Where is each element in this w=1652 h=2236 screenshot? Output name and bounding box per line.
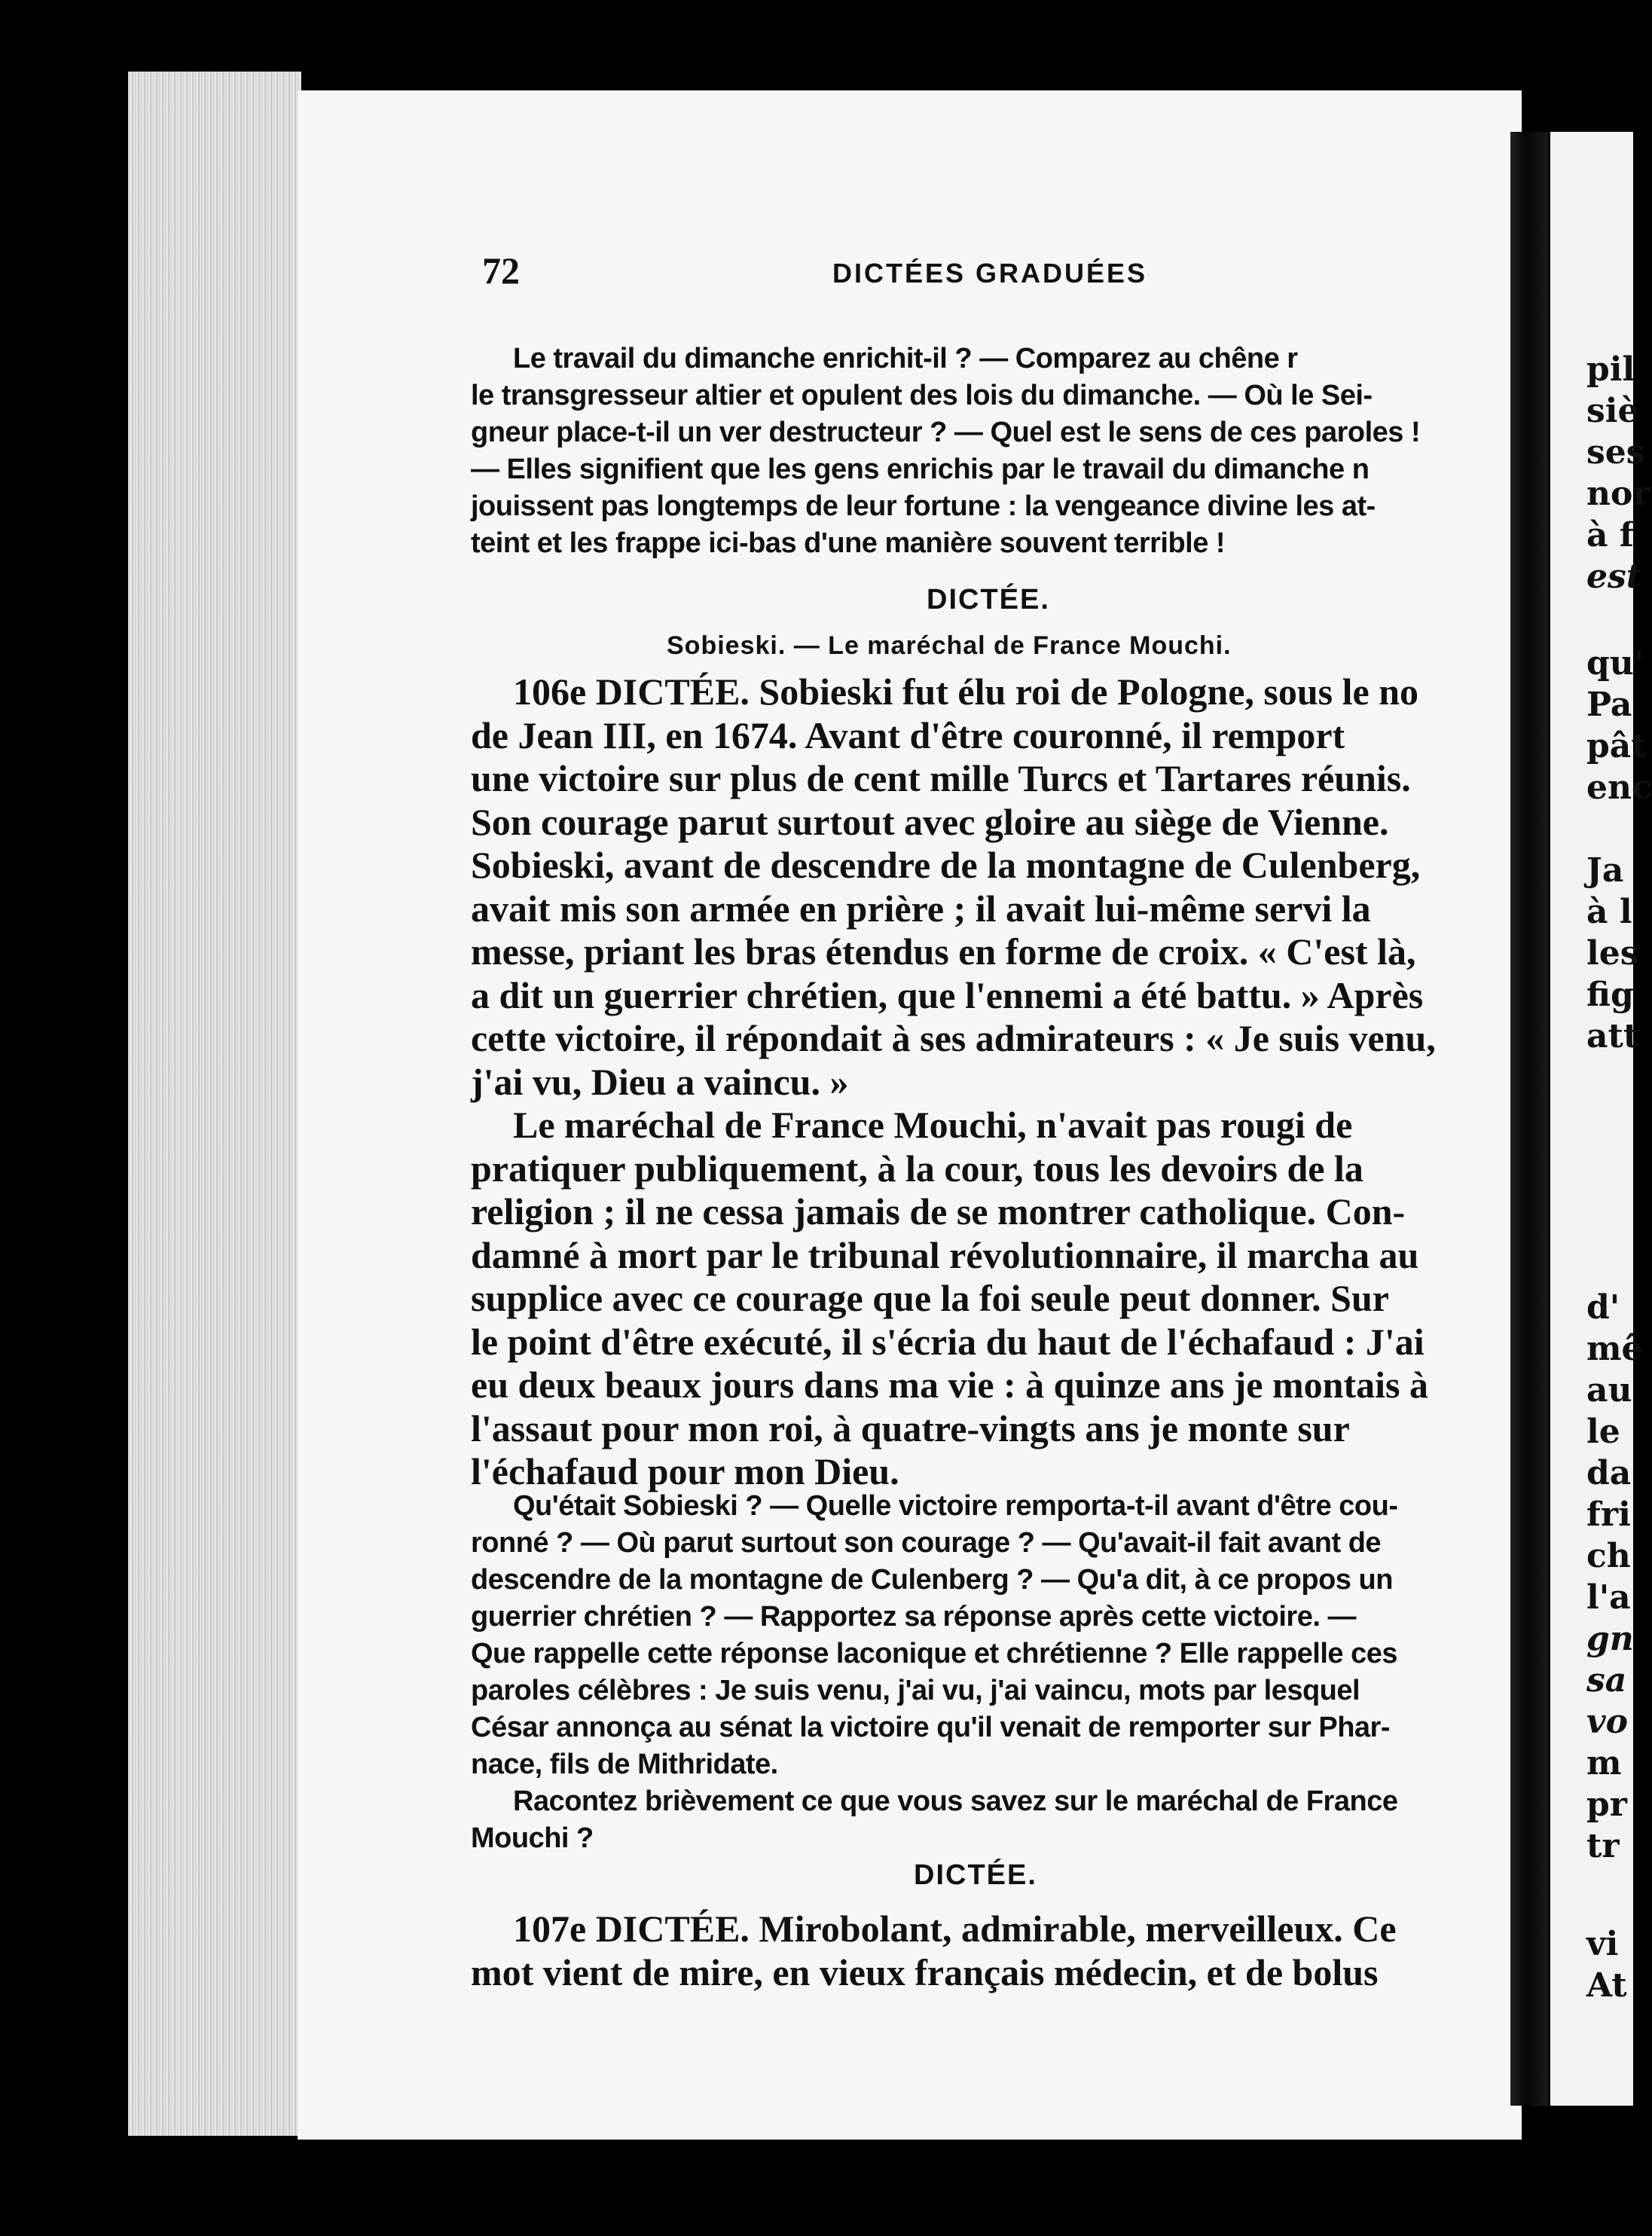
facing-fragment: au bbox=[1586, 1371, 1632, 1410]
intro-line: — Elles signifient que les gens enrichis par le travail du dimanche n bbox=[471, 454, 1370, 485]
facing-fragment: Pa bbox=[1586, 686, 1632, 724]
question-line: Mouchi ? bbox=[471, 1822, 594, 1854]
facing-fragment: At bbox=[1586, 1966, 1627, 2005]
intro-line: Le travail du dimanche enrichit-il ? — Comparez au chêne r bbox=[513, 343, 1298, 374]
question-line: guerrier chrétien ? — Rapportez sa réponse après cette victoire. — bbox=[471, 1601, 1356, 1633]
facing-fragment: d' bbox=[1586, 1288, 1620, 1327]
page-number: 72 bbox=[482, 249, 520, 292]
body-line: l'assaut pour mon roi, à quatre-vingts ans je monte sur bbox=[471, 1407, 1350, 1449]
facing-fragment: siè bbox=[1586, 392, 1639, 430]
question-line: Que rappelle cette réponse laconique et chrétienne ? Elle rappelle ces bbox=[471, 1638, 1398, 1669]
body-line: une victoire sur plus de cent mille Turcs et Tartares réunis. bbox=[471, 757, 1411, 799]
question-line: descendre de la montagne de Culenberg ? — Qu'a dit, à ce propos un bbox=[471, 1564, 1393, 1596]
facing-fragment: vi bbox=[1586, 1925, 1619, 1963]
facing-fragment: vo bbox=[1586, 1703, 1628, 1741]
running-title: DICTÉES GRADUÉES bbox=[832, 258, 1148, 289]
facing-page bbox=[1550, 132, 1652, 2106]
book-page bbox=[298, 90, 1522, 2140]
facing-fragment: tr bbox=[1586, 1827, 1620, 1865]
dictee-106-heading: DICTÉE. bbox=[927, 584, 1050, 616]
body-line: Le maréchal de France Mouchi, n'avait pas rougi de bbox=[513, 1104, 1353, 1146]
facing-fragment: pil bbox=[1586, 350, 1635, 389]
intro-line: jouissent pas longtemps de leur fortune : la vengeance divine les at- bbox=[471, 490, 1376, 522]
facing-fragment: fri bbox=[1586, 1495, 1631, 1534]
question-line: César annonça au sénat la victoire qu'il venait de remporter sur Phar- bbox=[471, 1712, 1391, 1743]
intro-line: le transgresseur altier et opulent des lois du dimanche. — Où le Sei- bbox=[471, 380, 1373, 411]
book-page-edges bbox=[128, 72, 301, 2136]
body-line: l'échafaud pour mon Dieu. bbox=[471, 1450, 899, 1492]
facing-fragment: à l bbox=[1586, 893, 1632, 931]
body-line: eu deux beaux jours dans ma vie : à quinze ans je montais à bbox=[471, 1364, 1428, 1406]
facing-fragment: enc bbox=[1586, 768, 1652, 807]
body-line: Sobieski, avant de descendre de la montagne de Culenberg, bbox=[471, 844, 1421, 886]
body-line: 106e DICTÉE. Sobieski fut élu roi de Pologne, sous le no bbox=[513, 670, 1419, 713]
question-line: Qu'était Sobieski ? — Quelle victoire remporta-t-il avant d'être cou- bbox=[513, 1490, 1398, 1522]
question-line: paroles célèbres : Je suis venu, j'ai vu, j'ai vaincu, mots par lesquel bbox=[471, 1675, 1360, 1706]
intro-line: gneur place-t-il un ver destructeur ? — Quel est le sens de ces paroles ! bbox=[471, 417, 1421, 448]
dictee-106-questions bbox=[471, 1488, 1533, 1857]
facing-fragment: gn bbox=[1586, 1620, 1634, 1658]
dictee-106-subtitle: Sobieski. — Le maréchal de France Mouchi. bbox=[667, 631, 1232, 660]
body-line: de Jean III, en 1674. Avant d'être couronné, il remport bbox=[471, 713, 1345, 756]
facing-fragment: est bbox=[1586, 557, 1642, 596]
dictee-106-body bbox=[471, 670, 1533, 1494]
facing-fragment: att bbox=[1586, 1017, 1639, 1055]
facing-fragment: fig bbox=[1586, 976, 1634, 1014]
body-line: pratiquer publiquement, à la cour, tous les devoirs de la bbox=[471, 1147, 1363, 1190]
facing-fragment: qu' bbox=[1586, 644, 1644, 683]
dictee-107-body bbox=[471, 1908, 1533, 1994]
facing-fragment: pr bbox=[1586, 1785, 1627, 1824]
body-line: avait mis son armée en prière ; il avait lui-même servi la bbox=[471, 887, 1371, 930]
body-line: a dit un guerrier chrétien, que l'ennemi a été battu. » Après bbox=[471, 973, 1424, 1016]
facing-fragment: ses bbox=[1586, 433, 1645, 472]
body-line: messe, priant les bras étendus en forme de croix. « C'est là, bbox=[471, 930, 1416, 973]
facing-fragment: nor bbox=[1586, 475, 1650, 513]
body-line: religion ; il ne cessa jamais de se montrer catholique. Con- bbox=[471, 1190, 1406, 1233]
facing-fragment: pât bbox=[1586, 727, 1647, 765]
body-line: 107e DICTÉE. Mirobolant, admirable, merveilleux. Ce bbox=[513, 1908, 1397, 1950]
facing-fragment: ch bbox=[1586, 1537, 1631, 1575]
book-gutter bbox=[1510, 132, 1548, 2106]
intro-questions bbox=[471, 341, 1533, 562]
question-line: Racontez brièvement ce que vous savez sur le maréchal de France bbox=[513, 1785, 1398, 1817]
dictee-107-heading: DICTÉE. bbox=[914, 1859, 1037, 1891]
body-line: j'ai vu, Dieu a vaincu. » bbox=[471, 1060, 849, 1103]
facing-fragment: m bbox=[1586, 1744, 1622, 1782]
question-line: nace, fils de Mithridate. bbox=[471, 1749, 778, 1780]
body-line: Son courage parut surtout avec gloire au siège de Vienne. bbox=[471, 800, 1389, 843]
facing-fragment: sa bbox=[1586, 1661, 1627, 1700]
body-line: le point d'être exécuté, il s'écria du haut de l'échafaud : J'ai bbox=[471, 1320, 1425, 1363]
intro-line: teint et les frappe ici-bas d'une manière souvent terrible ! bbox=[471, 527, 1226, 559]
question-line: ronné ? — Où parut surtout son courage ? — Qu'avait-il fait avant de bbox=[471, 1527, 1382, 1559]
body-line: mot vient de mire, en vieux français médecin, et de bolus bbox=[471, 1950, 1379, 1993]
facing-fragment: mê bbox=[1586, 1330, 1643, 1368]
body-line: damné à mort par le tribunal révolutionnaire, il marcha au bbox=[471, 1233, 1419, 1276]
facing-fragment: l'a bbox=[1586, 1578, 1631, 1617]
facing-fragment: les bbox=[1586, 934, 1639, 973]
facing-fragment: le bbox=[1586, 1413, 1620, 1451]
facing-fragment: à f bbox=[1586, 516, 1634, 554]
body-line: cette victoire, il répondait à ses admirateurs : « Je suis venu, bbox=[471, 1017, 1436, 1059]
facing-fragment: Ja bbox=[1586, 851, 1624, 890]
body-line: supplice avec ce courage que la foi seule peut donner. Sur bbox=[471, 1277, 1389, 1319]
facing-fragment: da bbox=[1586, 1454, 1632, 1492]
